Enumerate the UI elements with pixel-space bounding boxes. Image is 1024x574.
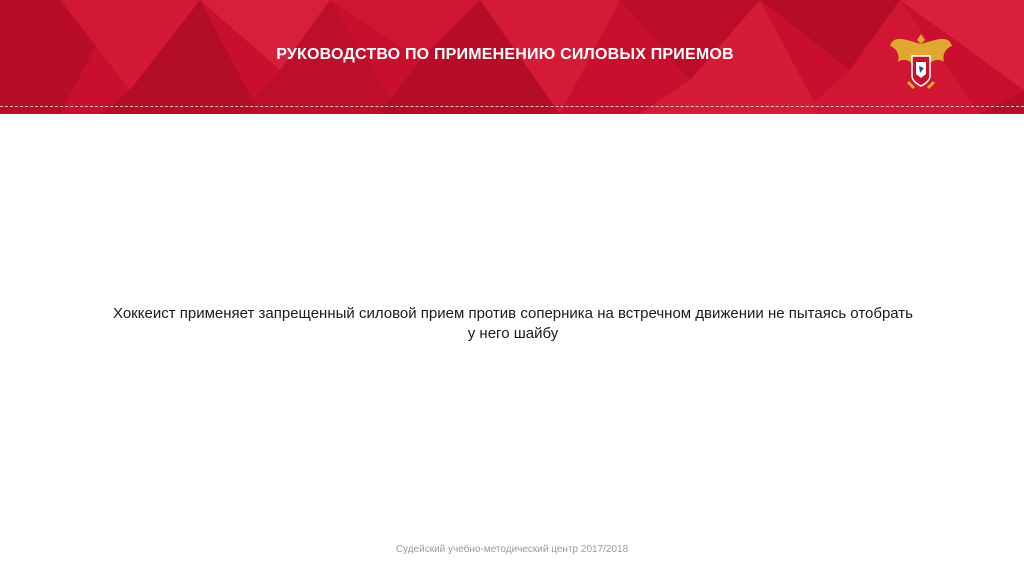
slide-body-text [40,304,986,344]
russian-eagle-emblem-icon [886,26,956,96]
body-line-1: Хоккеист применяет запрещенный силовой прием против соперника на встречном движении не пытаясь отобрать [113,305,913,322]
header-divider [0,106,1024,107]
slide-title: РУКОВОДСТВО ПО ПРИМЕНЕНИЮ СИЛОВЫХ ПРИЕМОВ [276,46,734,63]
body-line-2: у него шайбу [467,325,559,342]
slide-header [0,0,1024,114]
slide-footer: Судейский учебно-методический центр 2017/2018 [395,544,629,555]
